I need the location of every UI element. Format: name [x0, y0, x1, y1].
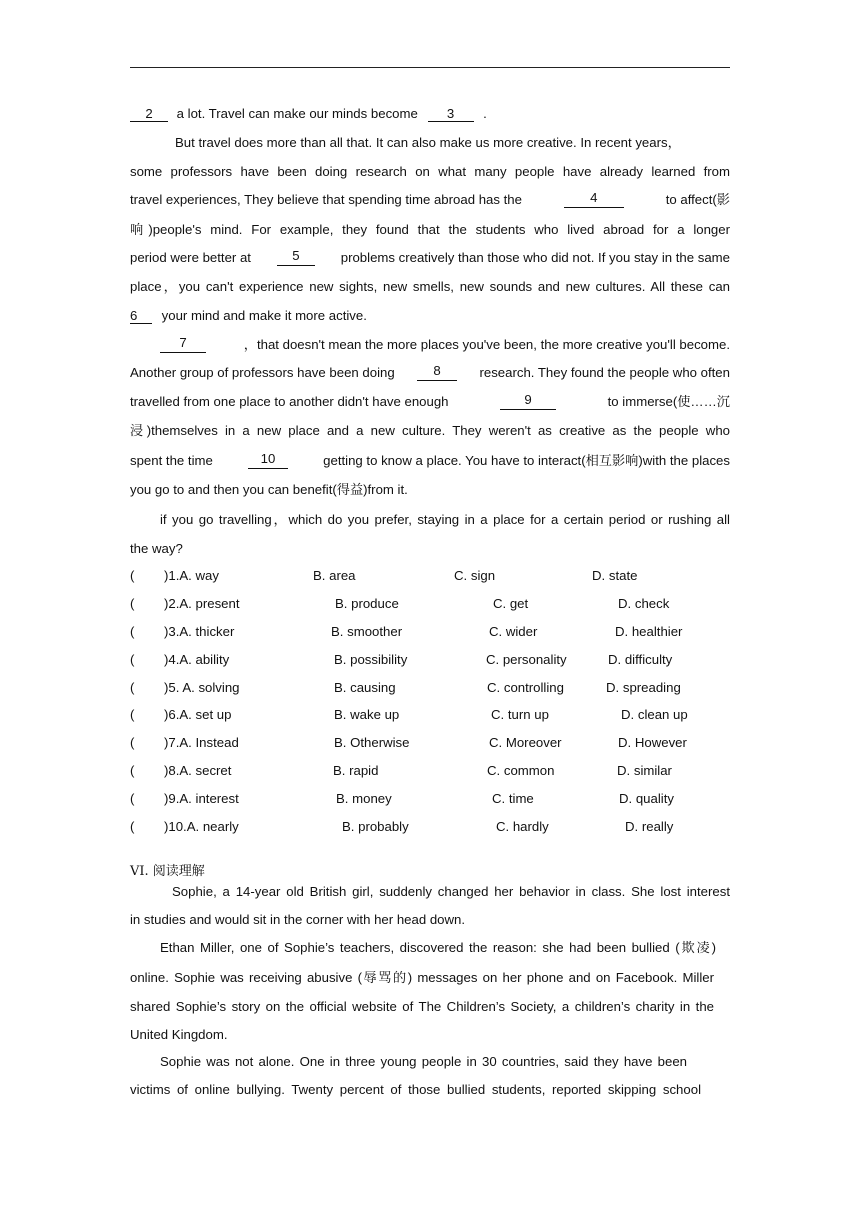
question-option-d: D. quality [619, 791, 674, 806]
blank-4: 4 [564, 191, 624, 208]
question-option-a: )5. A. solving [164, 680, 240, 695]
blank-8: 8 [417, 364, 457, 381]
blank-3: 3 [428, 107, 474, 122]
answer-paren[interactable]: ( [130, 568, 135, 583]
question-option-b: B. rapid [333, 763, 379, 778]
reading-line: Sophie, a 14-year old British girl, suddenly changed her behavior in class. She lost interest [172, 884, 730, 899]
question-option-c: C. common [487, 763, 555, 778]
passage-line-13 [130, 452, 730, 469]
question-option-a: )2.A. present [164, 596, 240, 611]
passage-text: getting to know a place. You have to interact(相互影响)with the places [323, 453, 730, 468]
question-option-a: )6.A. set up [164, 707, 232, 722]
reading-line: in studies and would sit in the corner with her head down. [130, 912, 466, 927]
question-option-b: B. smoother [331, 624, 403, 639]
question-option-c: C. wider [489, 624, 538, 639]
question-option-d: D. state [592, 568, 638, 583]
question-option-a: )1.A. way [164, 568, 219, 583]
passage-line-8 [130, 307, 730, 324]
question-option-c: C. personality [486, 652, 567, 667]
blank-7: 7 [160, 336, 206, 353]
question-option-c: C. hardly [496, 819, 549, 834]
question-option-a: )8.A. secret [164, 763, 232, 778]
question-option-b: B. possibility [334, 652, 408, 667]
passage-line-5: 响)people's mind. For example, they found that the students who lived abroad for a longer [130, 222, 730, 237]
question-option-c: C. Moreover [489, 735, 562, 750]
section-title: VI. 阅读理解 [130, 864, 205, 879]
question-option-a: )10.A. nearly [164, 819, 239, 834]
answer-paren[interactable]: ( [130, 791, 135, 806]
question-option-d: D. spreading [606, 680, 681, 695]
answer-paren[interactable]: ( [130, 596, 135, 611]
blank-5: 5 [277, 249, 315, 266]
passage-line-1 [130, 105, 730, 122]
passage-line-12: 浸)themselves in a new place and a new culture. They weren't as creative as the people who [130, 423, 730, 438]
question-option-b: B. causing [334, 680, 396, 695]
passage-text: a lot. Travel can make our minds become [176, 106, 418, 121]
question-option-b: B. Otherwise [334, 735, 410, 750]
question-option-a: )3.A. thicker [164, 624, 235, 639]
passage-line-2: But travel does more than all that. It can also make us more creative. In recent years， [175, 135, 681, 150]
answer-paren[interactable]: ( [130, 763, 135, 778]
passage-text: spent the time [130, 453, 213, 468]
blank-9: 9 [500, 393, 556, 410]
question-option-c: C. get [493, 596, 529, 611]
answer-paren[interactable]: ( [130, 652, 135, 667]
passage-line-6 [130, 249, 730, 266]
question-option-d: D. clean up [621, 707, 688, 722]
passage-line-15: if you go travelling，which do you prefer, staying in a place for a certain period or rushing all [160, 512, 730, 527]
question-option-b: B. money [336, 791, 392, 806]
question-option-a: )9.A. interest [164, 791, 239, 806]
question-option-d: D. check [618, 596, 670, 611]
answer-paren[interactable]: ( [130, 735, 135, 750]
header-rule [130, 67, 730, 68]
reading-line: Ethan Miller, one of Sophie’s teachers, discovered the reason: she had been bullied (欺凌) [160, 940, 716, 955]
passage-line-3: some professors have been doing research on what many people have already learned from [130, 164, 730, 179]
reading-line: Sophie was not alone. One in three young people in 30 countries, said they have been [160, 1054, 687, 1069]
reading-line: online. Sophie was receiving abusive (辱骂的) messages on her phone and on Facebook. Miller [130, 970, 714, 985]
answer-paren[interactable]: ( [130, 707, 135, 722]
question-option-b: B. probably [342, 819, 409, 834]
passage-line-7: place，you can't experience new sights, new smells, new sounds and new cultures. All these can [130, 279, 730, 294]
question-option-c: C. time [492, 791, 534, 806]
passage-text: your mind and make it more active. [161, 308, 367, 323]
passage-text: problems creatively than those who did not. If you stay in the same [340, 250, 730, 265]
blank-6: 6 [130, 309, 152, 324]
reading-line: victims of online bullying. Twenty percent of those bullied students, reported skipping school [130, 1082, 701, 1097]
question-option-a: )4.A. ability [164, 652, 230, 667]
question-option-a: )7.A. Instead [164, 735, 239, 750]
question-option-b: B. area [313, 568, 356, 583]
passage-text: . [483, 106, 487, 121]
question-option-c: C. sign [454, 568, 496, 583]
answer-paren[interactable]: ( [130, 624, 135, 639]
answer-paren[interactable]: ( [130, 819, 135, 834]
passage-text: period were better at [130, 250, 251, 265]
passage-text: travel experiences, They believe that spending time abroad has the [130, 192, 522, 207]
blank-10: 10 [248, 452, 288, 469]
question-option-d: D. However [618, 735, 687, 750]
question-option-d: D. really [625, 819, 674, 834]
question-option-d: D. difficulty [608, 652, 673, 667]
reading-line: shared Sophie’s story on the official website of The Children’s Society, a children’s charity in the [130, 999, 714, 1014]
blank-2: 2 [130, 107, 168, 122]
passage-line-10 [130, 364, 730, 381]
passage-line-14: you go to and then you can benefit(得益)from it. [130, 482, 408, 497]
passage-text: research. They found the people who often [479, 365, 730, 380]
reading-line: United Kingdom. [130, 1027, 228, 1042]
passage-text: travelled from one place to another didn't have enough [130, 394, 449, 409]
question-option-b: B. wake up [334, 707, 400, 722]
answer-paren[interactable]: ( [130, 680, 135, 695]
question-option-d: D. similar [617, 763, 672, 778]
passage-line-16: the way? [130, 541, 183, 556]
question-option-b: B. produce [335, 596, 399, 611]
passage-line-4 [130, 191, 730, 208]
passage-line-9 [160, 336, 730, 353]
passage-text: ，that doesn't mean the more places you've been, the more creative you'll become. [243, 337, 730, 352]
passage-line-11 [130, 393, 730, 410]
passage-text: to affect(影 [665, 192, 730, 207]
passage-text: to immerse(使……沉 [607, 394, 730, 409]
question-option-c: C. turn up [491, 707, 549, 722]
question-option-c: C. controlling [487, 680, 564, 695]
passage-text: Another group of professors have been doing [130, 365, 395, 380]
question-option-d: D. healthier [615, 624, 683, 639]
